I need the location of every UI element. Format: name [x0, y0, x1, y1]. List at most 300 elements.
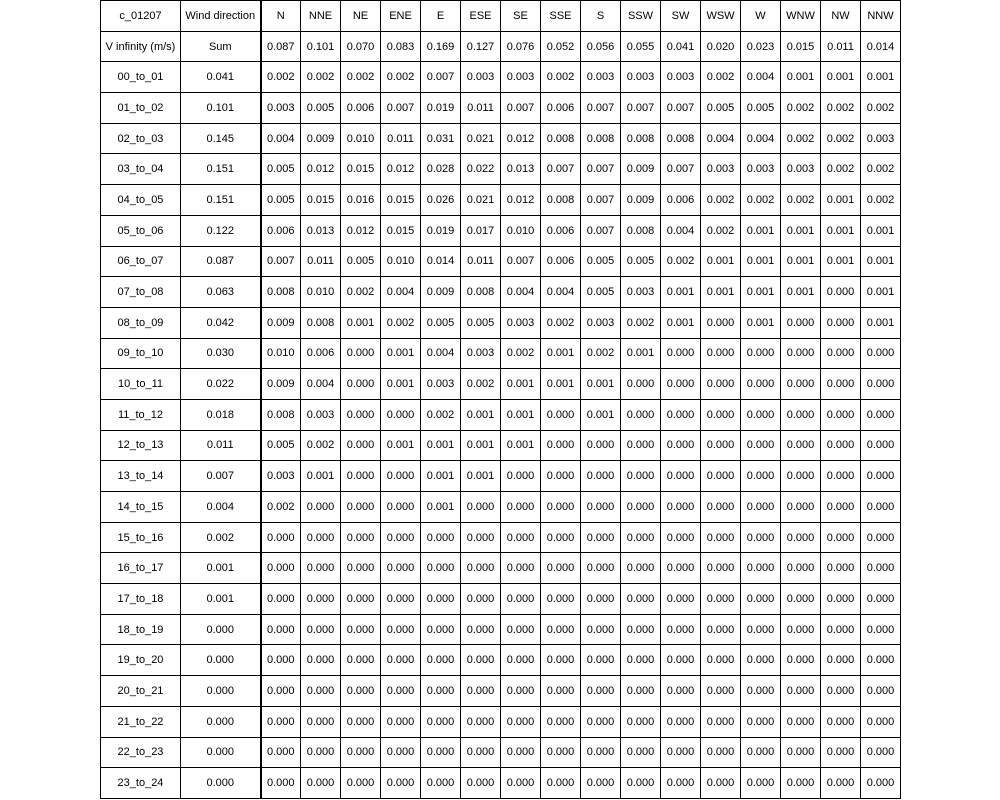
- direction-sum-wnw: 0.015: [781, 31, 821, 62]
- frequency-cell: 0.000: [861, 768, 901, 799]
- frequency-cell: 0.003: [621, 277, 661, 308]
- frequency-cell: 0.000: [821, 645, 861, 676]
- frequency-cell: 0.000: [821, 461, 861, 492]
- frequency-cell: 0.000: [621, 676, 661, 707]
- frequency-cell: 0.000: [661, 399, 701, 430]
- frequency-cell: 0.003: [461, 338, 501, 369]
- frequency-cell: 0.008: [541, 123, 581, 154]
- frequency-cell: 0.000: [701, 492, 741, 523]
- frequency-cell: 0.000: [621, 430, 661, 461]
- frequency-cell: 0.002: [661, 246, 701, 277]
- frequency-cell: 0.010: [261, 338, 301, 369]
- frequency-cell: 0.000: [381, 645, 421, 676]
- frequency-cell: 0.000: [501, 584, 541, 615]
- frequency-cell: 0.006: [541, 93, 581, 124]
- frequency-cell: 0.000: [461, 645, 501, 676]
- frequency-cell: 0.001: [741, 246, 781, 277]
- frequency-cell: 0.000: [461, 768, 501, 799]
- table-row: [101, 246, 901, 277]
- frequency-cell: 0.000: [821, 522, 861, 553]
- frequency-cell: 0.000: [261, 614, 301, 645]
- frequency-cell: 0.000: [861, 492, 901, 523]
- table-row: [101, 62, 901, 93]
- frequency-cell: 0.003: [741, 154, 781, 185]
- speed-bin-sum: 0.087: [181, 246, 261, 277]
- frequency-cell: 0.000: [861, 369, 901, 400]
- frequency-cell: 0.000: [781, 399, 821, 430]
- frequency-cell: 0.000: [381, 553, 421, 584]
- frequency-cell: 0.000: [741, 492, 781, 523]
- frequency-cell: 0.000: [661, 338, 701, 369]
- frequency-cell: 0.001: [541, 338, 581, 369]
- speed-bin-sum: 0.001: [181, 553, 261, 584]
- speed-bin-label: 11_to_12: [101, 399, 181, 430]
- frequency-cell: 0.019: [421, 215, 461, 246]
- frequency-cell: 0.004: [701, 123, 741, 154]
- frequency-cell: 0.000: [461, 676, 501, 707]
- frequency-cell: 0.002: [861, 154, 901, 185]
- frequency-cell: 0.004: [421, 338, 461, 369]
- direction-sum-row: [101, 31, 901, 62]
- frequency-cell: 0.000: [501, 706, 541, 737]
- frequency-cell: 0.001: [421, 461, 461, 492]
- frequency-cell: 0.004: [381, 277, 421, 308]
- frequency-cell: 0.000: [741, 369, 781, 400]
- frequency-cell: 0.002: [781, 185, 821, 216]
- frequency-cell: 0.000: [781, 584, 821, 615]
- speed-bin-label: 05_to_06: [101, 215, 181, 246]
- frequency-cell: 0.000: [581, 553, 621, 584]
- frequency-cell: 0.000: [861, 553, 901, 584]
- direction-header-ese: ESE: [461, 1, 501, 32]
- direction-sum-ese: 0.127: [461, 31, 501, 62]
- frequency-cell: 0.012: [501, 185, 541, 216]
- frequency-cell: 0.001: [861, 62, 901, 93]
- speed-bin-sum: 0.041: [181, 62, 261, 93]
- speed-bin-label: 03_to_04: [101, 154, 181, 185]
- speed-bin-sum: 0.042: [181, 307, 261, 338]
- frequency-cell: 0.000: [501, 768, 541, 799]
- direction-sum-s: 0.056: [581, 31, 621, 62]
- frequency-cell: 0.000: [581, 461, 621, 492]
- frequency-cell: 0.000: [701, 706, 741, 737]
- table-row: [101, 123, 901, 154]
- frequency-cell: 0.000: [581, 614, 621, 645]
- table-row: [101, 553, 901, 584]
- frequency-cell: 0.007: [581, 185, 621, 216]
- frequency-cell: 0.007: [661, 154, 701, 185]
- frequency-cell: 0.007: [581, 93, 621, 124]
- table-row: [101, 277, 901, 308]
- frequency-cell: 0.000: [541, 522, 581, 553]
- frequency-cell: 0.000: [301, 584, 341, 615]
- frequency-cell: 0.000: [821, 338, 861, 369]
- frequency-cell: 0.005: [261, 154, 301, 185]
- frequency-cell: 0.000: [381, 461, 421, 492]
- speed-bin-label: 17_to_18: [101, 584, 181, 615]
- sum-header-label: Sum: [181, 31, 261, 62]
- frequency-cell: 0.000: [421, 768, 461, 799]
- frequency-cell: 0.000: [741, 461, 781, 492]
- frequency-cell: 0.002: [501, 338, 541, 369]
- speed-bin-label: 00_to_01: [101, 62, 181, 93]
- frequency-cell: 0.000: [301, 522, 341, 553]
- frequency-cell: 0.001: [421, 430, 461, 461]
- frequency-cell: 0.000: [461, 737, 501, 768]
- frequency-cell: 0.000: [421, 645, 461, 676]
- frequency-cell: 0.000: [301, 614, 341, 645]
- table-row: [101, 399, 901, 430]
- frequency-cell: 0.005: [461, 307, 501, 338]
- frequency-cell: 0.002: [861, 185, 901, 216]
- frequency-cell: 0.008: [581, 123, 621, 154]
- direction-header-row: [101, 1, 901, 32]
- direction-header-nne: NNE: [301, 1, 341, 32]
- frequency-cell: 0.000: [821, 676, 861, 707]
- frequency-cell: 0.007: [261, 246, 301, 277]
- frequency-cell: 0.003: [621, 62, 661, 93]
- frequency-cell: 0.007: [541, 154, 581, 185]
- frequency-cell: 0.000: [781, 369, 821, 400]
- frequency-cell: 0.000: [381, 768, 421, 799]
- frequency-cell: 0.000: [501, 645, 541, 676]
- direction-header-ene: ENE: [381, 1, 421, 32]
- frequency-cell: 0.000: [741, 430, 781, 461]
- frequency-cell: 0.000: [541, 584, 581, 615]
- frequency-cell: 0.003: [861, 123, 901, 154]
- frequency-cell: 0.000: [461, 706, 501, 737]
- frequency-cell: 0.001: [621, 338, 661, 369]
- direction-sum-se: 0.076: [501, 31, 541, 62]
- frequency-cell: 0.011: [461, 93, 501, 124]
- frequency-cell: 0.000: [701, 338, 741, 369]
- frequency-cell: 0.007: [621, 93, 661, 124]
- frequency-cell: 0.006: [301, 338, 341, 369]
- speed-bin-sum: 0.007: [181, 461, 261, 492]
- frequency-cell: 0.026: [421, 185, 461, 216]
- frequency-cell: 0.005: [701, 93, 741, 124]
- frequency-cell: 0.021: [461, 185, 501, 216]
- frequency-cell: 0.000: [861, 522, 901, 553]
- frequency-cell: 0.000: [621, 737, 661, 768]
- frequency-cell: 0.000: [701, 645, 741, 676]
- frequency-cell: 0.000: [701, 461, 741, 492]
- speed-bin-label: 07_to_08: [101, 277, 181, 308]
- frequency-cell: 0.007: [381, 93, 421, 124]
- direction-sum-sw: 0.041: [661, 31, 701, 62]
- frequency-cell: 0.000: [301, 492, 341, 523]
- table-row: [101, 768, 901, 799]
- frequency-cell: 0.000: [381, 522, 421, 553]
- frequency-cell: 0.001: [741, 307, 781, 338]
- frequency-cell: 0.000: [381, 676, 421, 707]
- table-row: [101, 522, 901, 553]
- frequency-cell: 0.000: [301, 553, 341, 584]
- frequency-cell: 0.003: [701, 154, 741, 185]
- frequency-cell: 0.008: [301, 307, 341, 338]
- frequency-cell: 0.002: [821, 93, 861, 124]
- frequency-cell: 0.000: [661, 676, 701, 707]
- direction-sum-w: 0.023: [741, 31, 781, 62]
- frequency-cell: 0.000: [421, 553, 461, 584]
- frequency-cell: 0.003: [661, 62, 701, 93]
- frequency-cell: 0.001: [781, 215, 821, 246]
- frequency-cell: 0.000: [781, 768, 821, 799]
- frequency-cell: 0.001: [821, 62, 861, 93]
- direction-header-n: N: [261, 1, 301, 32]
- frequency-cell: 0.000: [461, 584, 501, 615]
- frequency-cell: 0.000: [261, 645, 301, 676]
- speed-bin-label: 01_to_02: [101, 93, 181, 124]
- speed-bin-sum: 0.000: [181, 614, 261, 645]
- frequency-cell: 0.000: [621, 522, 661, 553]
- frequency-cell: 0.001: [461, 399, 501, 430]
- frequency-cell: 0.000: [701, 553, 741, 584]
- speed-bin-sum: 0.022: [181, 369, 261, 400]
- frequency-cell: 0.000: [341, 584, 381, 615]
- frequency-cell: 0.003: [781, 154, 821, 185]
- frequency-cell: 0.003: [301, 399, 341, 430]
- table-row: [101, 461, 901, 492]
- frequency-cell: 0.003: [421, 369, 461, 400]
- frequency-cell: 0.002: [781, 93, 821, 124]
- frequency-cell: 0.004: [301, 369, 341, 400]
- frequency-cell: 0.001: [861, 215, 901, 246]
- speed-bin-label: 19_to_20: [101, 645, 181, 676]
- speed-bin-label: 08_to_09: [101, 307, 181, 338]
- speed-bin-sum: 0.004: [181, 492, 261, 523]
- frequency-cell: 0.000: [821, 553, 861, 584]
- frequency-cell: 0.000: [781, 338, 821, 369]
- frequency-cell: 0.007: [581, 215, 621, 246]
- table-row: [101, 706, 901, 737]
- frequency-cell: 0.000: [341, 522, 381, 553]
- frequency-cell: 0.012: [341, 215, 381, 246]
- frequency-cell: 0.000: [341, 676, 381, 707]
- frequency-cell: 0.000: [501, 492, 541, 523]
- frequency-cell: 0.002: [341, 62, 381, 93]
- frequency-cell: 0.012: [301, 154, 341, 185]
- table-row: [101, 369, 901, 400]
- frequency-cell: 0.000: [541, 553, 581, 584]
- frequency-cell: 0.001: [861, 246, 901, 277]
- speed-bin-label: 14_to_15: [101, 492, 181, 523]
- speed-bin-sum: 0.145: [181, 123, 261, 154]
- frequency-cell: 0.001: [701, 277, 741, 308]
- frequency-cell: 0.000: [381, 492, 421, 523]
- frequency-cell: 0.000: [381, 737, 421, 768]
- frequency-cell: 0.002: [461, 369, 501, 400]
- frequency-cell: 0.028: [421, 154, 461, 185]
- frequency-cell: 0.005: [261, 185, 301, 216]
- frequency-cell: 0.000: [741, 584, 781, 615]
- direction-sum-nne: 0.101: [301, 31, 341, 62]
- frequency-cell: 0.000: [621, 706, 661, 737]
- frequency-cell: 0.000: [861, 706, 901, 737]
- table-row: [101, 93, 901, 124]
- frequency-cell: 0.000: [581, 522, 621, 553]
- frequency-cell: 0.000: [741, 676, 781, 707]
- frequency-cell: 0.000: [661, 430, 701, 461]
- frequency-cell: 0.003: [501, 307, 541, 338]
- frequency-cell: 0.000: [821, 768, 861, 799]
- frequency-cell: 0.000: [581, 737, 621, 768]
- direction-sum-nw: 0.011: [821, 31, 861, 62]
- frequency-cell: 0.003: [461, 62, 501, 93]
- speed-bin-label: 10_to_11: [101, 369, 181, 400]
- direction-header-nnw: NNW: [861, 1, 901, 32]
- frequency-cell: 0.000: [821, 399, 861, 430]
- direction-header-wnw: WNW: [781, 1, 821, 32]
- frequency-cell: 0.003: [581, 62, 621, 93]
- table-row: [101, 645, 901, 676]
- frequency-cell: 0.000: [501, 553, 541, 584]
- frequency-cell: 0.006: [541, 246, 581, 277]
- frequency-cell: 0.000: [541, 492, 581, 523]
- frequency-cell: 0.011: [381, 123, 421, 154]
- frequency-cell: 0.015: [301, 185, 341, 216]
- frequency-cell: 0.001: [501, 399, 541, 430]
- direction-header-sw: SW: [661, 1, 701, 32]
- direction-sum-e: 0.169: [421, 31, 461, 62]
- frequency-cell: 0.017: [461, 215, 501, 246]
- frequency-cell: 0.002: [701, 185, 741, 216]
- frequency-cell: 0.000: [541, 737, 581, 768]
- frequency-cell: 0.000: [741, 706, 781, 737]
- frequency-cell: 0.000: [501, 461, 541, 492]
- frequency-cell: 0.002: [701, 62, 741, 93]
- speed-bin-label: 04_to_05: [101, 185, 181, 216]
- frequency-cell: 0.000: [461, 522, 501, 553]
- frequency-cell: 0.006: [341, 93, 381, 124]
- frequency-cell: 0.000: [301, 737, 341, 768]
- frequency-cell: 0.008: [261, 277, 301, 308]
- frequency-cell: 0.001: [781, 62, 821, 93]
- speed-bin-sum: 0.000: [181, 768, 261, 799]
- frequency-cell: 0.000: [421, 676, 461, 707]
- frequency-cell: 0.003: [261, 93, 301, 124]
- frequency-cell: 0.002: [341, 277, 381, 308]
- frequency-cell: 0.008: [621, 215, 661, 246]
- frequency-cell: 0.000: [421, 522, 461, 553]
- frequency-cell: 0.000: [621, 461, 661, 492]
- table-row: [101, 584, 901, 615]
- speed-bin-label: 13_to_14: [101, 461, 181, 492]
- frequency-cell: 0.000: [661, 584, 701, 615]
- frequency-cell: 0.000: [661, 461, 701, 492]
- frequency-cell: 0.001: [541, 369, 581, 400]
- frequency-cell: 0.001: [381, 369, 421, 400]
- frequency-cell: 0.009: [621, 154, 661, 185]
- table-row: [101, 430, 901, 461]
- table-id-label: c_01207: [101, 1, 181, 32]
- frequency-cell: 0.007: [581, 154, 621, 185]
- frequency-cell: 0.000: [581, 676, 621, 707]
- frequency-cell: 0.000: [701, 676, 741, 707]
- frequency-cell: 0.000: [701, 369, 741, 400]
- frequency-cell: 0.006: [541, 215, 581, 246]
- frequency-cell: 0.000: [821, 492, 861, 523]
- frequency-cell: 0.000: [741, 399, 781, 430]
- frequency-cell: 0.000: [541, 430, 581, 461]
- frequency-cell: 0.000: [421, 614, 461, 645]
- frequency-cell: 0.011: [301, 246, 341, 277]
- frequency-cell: 0.000: [261, 522, 301, 553]
- frequency-cell: 0.000: [341, 338, 381, 369]
- frequency-cell: 0.000: [581, 645, 621, 676]
- direction-header-e: E: [421, 1, 461, 32]
- frequency-cell: 0.000: [341, 706, 381, 737]
- frequency-cell: 0.000: [421, 737, 461, 768]
- frequency-cell: 0.000: [741, 553, 781, 584]
- frequency-cell: 0.000: [541, 768, 581, 799]
- frequency-cell: 0.000: [501, 522, 541, 553]
- frequency-cell: 0.006: [661, 185, 701, 216]
- frequency-cell: 0.000: [661, 768, 701, 799]
- frequency-cell: 0.014: [421, 246, 461, 277]
- frequency-cell: 0.001: [501, 430, 541, 461]
- frequency-cell: 0.002: [301, 62, 341, 93]
- frequency-cell: 0.008: [541, 185, 581, 216]
- frequency-cell: 0.000: [741, 614, 781, 645]
- frequency-cell: 0.000: [701, 522, 741, 553]
- frequency-cell: 0.000: [421, 706, 461, 737]
- frequency-cell: 0.000: [621, 492, 661, 523]
- frequency-cell: 0.000: [661, 706, 701, 737]
- frequency-cell: 0.000: [541, 676, 581, 707]
- frequency-cell: 0.000: [781, 461, 821, 492]
- speed-bin-label: 12_to_13: [101, 430, 181, 461]
- frequency-cell: 0.000: [541, 461, 581, 492]
- frequency-cell: 0.031: [421, 123, 461, 154]
- table-row: [101, 492, 901, 523]
- frequency-cell: 0.010: [381, 246, 421, 277]
- speed-bin-label: 02_to_03: [101, 123, 181, 154]
- frequency-cell: 0.000: [381, 614, 421, 645]
- frequency-cell: 0.009: [261, 369, 301, 400]
- frequency-cell: 0.021: [461, 123, 501, 154]
- speed-bin-label: 21_to_22: [101, 706, 181, 737]
- frequency-cell: 0.005: [301, 93, 341, 124]
- frequency-cell: 0.000: [261, 706, 301, 737]
- frequency-cell: 0.000: [781, 553, 821, 584]
- frequency-cell: 0.000: [861, 676, 901, 707]
- direction-sum-sse: 0.052: [541, 31, 581, 62]
- frequency-cell: 0.000: [541, 645, 581, 676]
- frequency-cell: 0.000: [461, 614, 501, 645]
- frequency-cell: 0.000: [301, 676, 341, 707]
- frequency-cell: 0.000: [661, 522, 701, 553]
- frequency-cell: 0.000: [821, 369, 861, 400]
- speed-bin-sum: 0.151: [181, 154, 261, 185]
- frequency-cell: 0.000: [861, 399, 901, 430]
- frequency-cell: 0.000: [621, 369, 661, 400]
- frequency-cell: 0.022: [461, 154, 501, 185]
- frequency-cell: 0.002: [541, 62, 581, 93]
- frequency-cell: 0.000: [301, 706, 341, 737]
- frequency-cell: 0.000: [381, 584, 421, 615]
- frequency-cell: 0.000: [741, 737, 781, 768]
- table-row: [101, 185, 901, 216]
- frequency-cell: 0.009: [261, 307, 301, 338]
- frequency-cell: 0.007: [661, 93, 701, 124]
- frequency-cell: 0.000: [341, 430, 381, 461]
- frequency-cell: 0.015: [381, 185, 421, 216]
- frequency-cell: 0.000: [381, 399, 421, 430]
- frequency-cell: 0.000: [621, 645, 661, 676]
- frequency-cell: 0.000: [341, 399, 381, 430]
- frequency-cell: 0.001: [741, 277, 781, 308]
